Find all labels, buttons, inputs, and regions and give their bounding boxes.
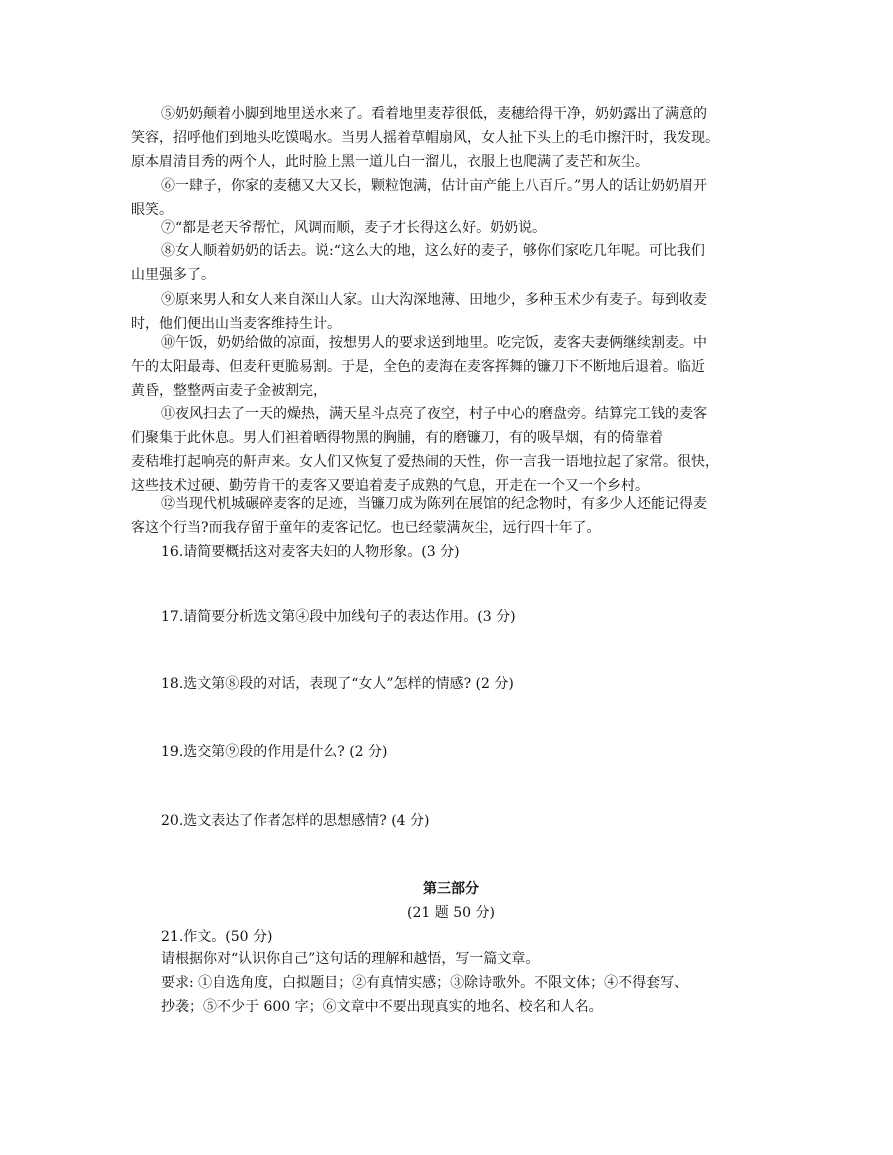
question-19: 19.选交第⑨段的作用是什么? (2 分) [161, 744, 388, 760]
paragraph-11-line-4: 这些技术过硬、勤劳肯干的麦客又要追着麦子成熟的气息，开走在一个又一个乡村。 [131, 478, 649, 494]
paragraph-11-line-2: 们聚集于此休息。男人们袒着晒得物黑的胸脯，有的磨镰刀，有的吸旱烟，有的倚靠着 [131, 430, 663, 446]
paragraph-6-line-2: 眼笑。 [131, 202, 173, 218]
paragraph-7-line-1: ⑦“都是老天爷帮忙，风调而顺，麦子才长得这么好。奶奶说。 [161, 220, 547, 236]
paragraph-6-line-1: ⑥一肆子，你家的麦穗又大又长，颗粒饱满，估计亩产能上八百斤。”男人的话让奶奶眉开 [161, 178, 708, 194]
paragraph-12-line-1: ⑫当现代机城碾碎麦客的足迹，当镰刀成为陈列在展馆的纪念物时，有多少人还能记得麦 [161, 496, 707, 512]
paragraph-5-line-1: ⑤奶奶颠着小脚到地里送水来了。看着地里麦荐很低，麦穗给得干净，奶奶露出了满意的 [161, 106, 707, 122]
paragraph-10-line-1: ⑩午饭，奶奶给做的凉面，按想男人的要求送到地里。吃完饭，麦客夫妻俩继续割麦。中 [161, 335, 707, 351]
essay-prompt: 请根据你对“认识你自己”这句话的理解和越悟，写一篇文章。 [161, 951, 540, 967]
paragraph-8-line-1: ⑧女人顺着奶奶的话去。说:“这么大的地，这么好的麦子，够你们家吃几年呢。可比我们 [161, 243, 705, 259]
paragraph-11-line-1: ⑪夜风扫去了一天的燥热，满天星斗点亮了夜空，村子中心的磨盘旁。结算完工钱的麦客 [161, 406, 707, 422]
paragraph-8-line-2: 山里强多了。 [131, 267, 215, 283]
essay-requirements-line-2: 抄袭；⑤不少于 600 字；⑥文章中不要出现真实的地名、校名和人名。 [161, 999, 603, 1015]
paragraph-9-line-2: 时，他们便出山当麦客维持生计。 [131, 316, 341, 332]
paragraph-5-line-2: 笑容，招呼他们到地头吃馍喝水。当男人摇着草帽扇风，女人扯下头上的毛巾擦汗时，我发现。 [131, 130, 719, 146]
essay-requirements-line-1: 要求: ①自选角度，白拟题目；②有真情实感；③除诗歌外。不限文体；④不得套写、 [161, 975, 689, 991]
question-16: 16.请简要概括这对麦客夫妇的人物形象。(3 分) [161, 544, 460, 560]
paragraph-12-line-2: 客这个行当?而我存留于童年的麦客记忆。也已经蒙满灰尘，远行四十年了。 [131, 520, 601, 536]
paragraph-5-line-3: 原本眉清目秀的两个人，此时脸上黑一道儿白一溜儿，衣服上也爬满了麦芒和灰尘。 [131, 154, 649, 170]
part-3-title: 第三部分 [423, 881, 479, 897]
question-20: 20.选文表达了作者怎样的思想感情? (4 分) [161, 813, 430, 829]
paragraph-10-line-2: 午的太阳最毒、但麦秆更脆易割。于是，全色的麦海在麦客挥舞的镰刀下不断地后退着。临近 [131, 359, 705, 375]
question-21: 21.作文。(50 分) [161, 929, 273, 945]
paragraph-10-line-3: 黄昏，整整两亩麦子金被割完， [131, 383, 327, 399]
question-18: 18.选文第⑧段的对话，表现了“女人”怎样的情感? (2 分) [161, 676, 514, 692]
part-3-subtitle: (21 题 50 分) [407, 905, 495, 921]
paragraph-9-line-1: ⑨原来男人和女人来自深山人家。山大沟深地薄、田地少，多种玉术少有麦子。每到收麦 [161, 292, 707, 308]
paragraph-11-line-3: 麦秸堆打起响亮的鼾声来。女人们又恢复了爱热闹的天性，你一言我一语地拉起了家常。很快， [131, 454, 719, 470]
question-17: 17.请简要分析选文第④段中加线句子的表达作用。(3 分) [161, 609, 516, 625]
